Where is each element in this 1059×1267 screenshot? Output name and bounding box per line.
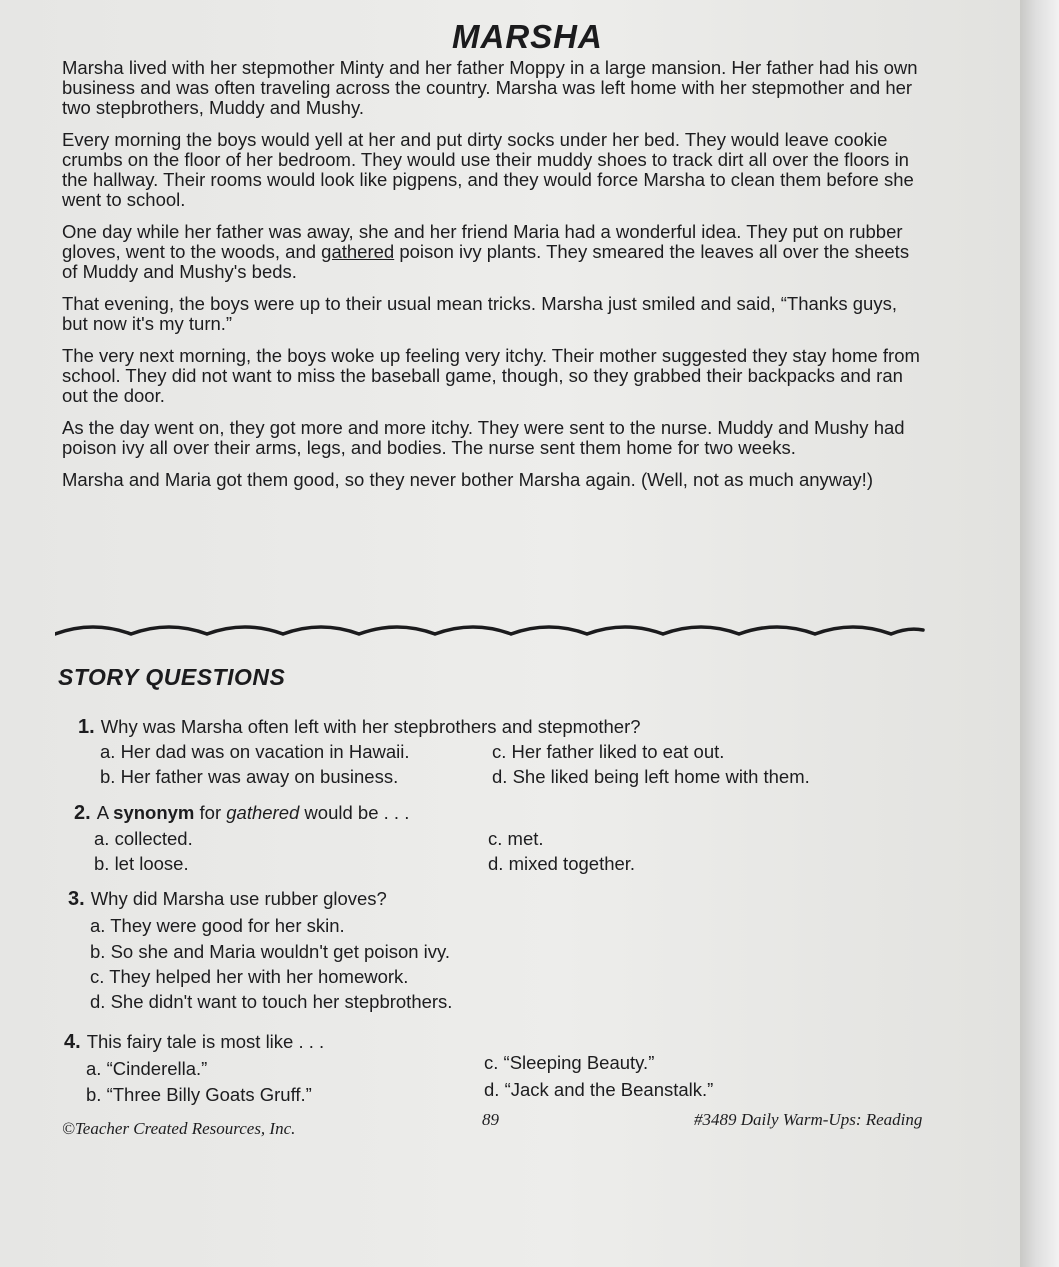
q1-option-d: d. She liked being left home with them.: [492, 766, 810, 787]
story-title: MARSHA: [452, 18, 603, 55]
story-paragraph-1: Marsha lived with her stepmother Minty and her father Moppy in a large mansion. Her father had his own business and was often traveling across the country. Marsha was left home with her stepmother and her two stepbrothers, Muddy and Mushy.: [62, 57, 918, 118]
paragraph-3-before: One day while her father was away, she and her friend Maria had a wonderful idea. They put on rubber gloves, went to the woods, and: [62, 221, 903, 262]
q3-option-b: b. So she and Maria wouldn't get poison ivy.: [90, 941, 451, 962]
question-text: Why was Marsha often left with her stepbrothers and stepmother?: [100, 716, 641, 737]
q1-option-b: b. Her father was away on business.: [100, 766, 399, 787]
question-number: 2.: [74, 802, 91, 824]
question-text-italic: gathered: [226, 802, 300, 823]
story-paragraph-4: That evening, the boys were up to their usual mean tricks. Marsha just smiled and said, “Thanks guys, but now it's my turn.”: [62, 293, 897, 334]
q4-option-a: a. “Cinderella.”: [86, 1058, 208, 1079]
q2-option-c: c. met.: [488, 828, 544, 849]
q2-option-d: d. mixed together.: [488, 853, 636, 874]
story-paragraph-3: [62, 222, 922, 282]
q4-option-b: b. “Three Billy Goats Gruff.”: [86, 1084, 312, 1105]
q3-option-d: d. She didn't want to touch her stepbrothers.: [90, 991, 453, 1012]
q3-option-a: a. They were good for her skin.: [90, 915, 345, 936]
question-text: Why did Marsha use rubber gloves?: [90, 888, 387, 909]
book-title-footer: #3489 Daily Warm-Ups: Reading: [694, 1110, 923, 1129]
question-text: This fairy tale is most like . . .: [86, 1031, 325, 1052]
q2-option-a: a. collected.: [94, 828, 193, 849]
copyright-footer: ©Teacher Created Resources, Inc.: [62, 1119, 296, 1138]
q4-option-c: c. “Sleeping Beauty.”: [484, 1052, 655, 1073]
paragraph-3-after: poison ivy plants. They smeared the leaves all over the sheets of Muddy and Mushy's beds.: [62, 241, 910, 282]
underlined-word-gathered: gathered: [321, 241, 395, 262]
question-text-mid: for: [194, 802, 227, 823]
q1-option-c: c. Her father liked to eat out.: [492, 741, 725, 762]
q4-option-d: d. “Jack and the Beanstalk.”: [484, 1079, 714, 1100]
story-body: [62, 58, 922, 502]
question-text-post: would be . . .: [299, 802, 410, 823]
background-surface: [1020, 0, 1059, 1267]
question-2: [74, 800, 409, 826]
story-paragraph-6: As the day went on, they got more and more itchy. They were sent to the nurse. Muddy and Mushy had poison ivy all over their arms, legs, and bodies. The nurse sent them home for two weeks.: [62, 417, 905, 458]
question-3: [68, 886, 387, 912]
question-number: 1.: [78, 716, 95, 738]
story-paragraph-5: The very next morning, the boys woke up feeling very itchy. Their mother suggested they stay home from school. They did not want to miss the baseball game, though, so they grabbed their backpacks and ran out the door.: [62, 345, 920, 406]
story-paragraph-7: Marsha and Maria got them good, so they never bother Marsha again. (Well, not as much anyway!): [62, 469, 873, 490]
wavy-divider: [55, 618, 925, 648]
question-number: 3.: [68, 888, 85, 910]
question-text-bold: synonym: [113, 802, 195, 823]
page-number: 89: [482, 1110, 499, 1129]
story-paragraph-2: Every morning the boys would yell at her and put dirty socks under her bed. They would leave cookie crumbs on the floor of her bedroom. They would use their muddy shoes to track dirt all over the floors in the hallway. Their rooms would look like pigpens, and they would force Marsha to clean them before she went to school.: [62, 129, 914, 210]
q1-option-a: a. Her dad was on vacation in Hawaii.: [100, 741, 410, 762]
q2-option-b: b. let loose.: [94, 853, 189, 874]
q3-option-c: c. They helped her with her homework.: [90, 966, 409, 987]
question-number: 4.: [64, 1031, 81, 1053]
question-1: [78, 714, 641, 740]
questions-heading: STORY QUESTIONS: [58, 664, 286, 690]
question-text-pre: A: [96, 802, 114, 823]
question-4: [64, 1029, 324, 1055]
